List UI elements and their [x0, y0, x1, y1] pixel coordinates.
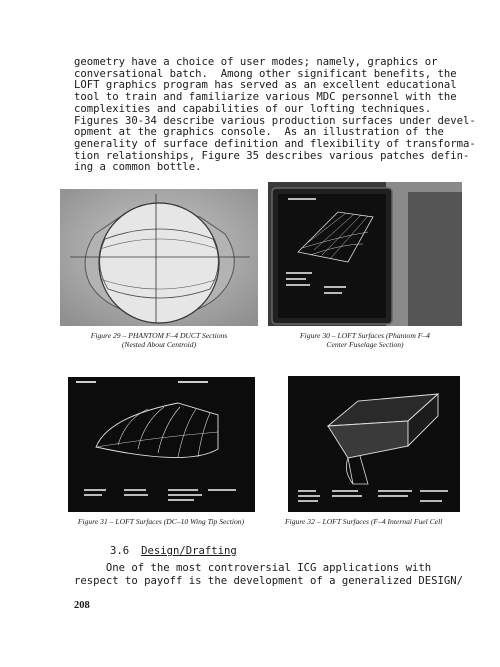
section-heading — [110, 545, 237, 557]
text-line: LOFT graphics program has served as an excellent educational — [74, 79, 457, 92]
text-line: tool to train and familiarize various MDC personnel with the — [74, 91, 457, 104]
caption-line: (Nested About Centroid) — [121, 340, 197, 349]
body-paragraph — [74, 562, 474, 587]
caption-line: Center Fuselage Section) — [326, 340, 404, 349]
section-title: Design/Drafting — [141, 545, 237, 557]
figure-29-caption — [60, 331, 258, 349]
text-line: tion relationships, Figure 35 describes various patches defin- — [74, 149, 470, 162]
figure-31-photo — [68, 377, 255, 512]
text-line: complexities and capabilities of our lofting techniques. — [74, 102, 432, 115]
page-number: 208 — [74, 600, 90, 611]
text-line: One of the most controversial ICG applications with — [74, 562, 432, 574]
caption-line: Figure 31 – LOFT Surfaces (DC–10 Wing Tip Section) — [77, 517, 245, 526]
intro-paragraph — [74, 56, 476, 174]
figure-30-photo — [268, 182, 462, 326]
text-line: respect to payoff is the development of a generalized DESIGN/ — [74, 574, 464, 587]
figure-32-photo — [288, 376, 460, 512]
text-line: generality of surface definition and flexibility of transforma- — [74, 137, 476, 150]
text-line: conversational batch. Among other significant benefits, the — [74, 67, 457, 80]
figure-30-caption — [268, 331, 462, 349]
text-line: geometry have a choice of user modes; namely, graphics or — [74, 56, 438, 68]
caption-line: Figure 29 – PHANTOM F–4 DUCT Sections — [90, 331, 228, 340]
text-line: Figures 30-34 describe various production surfaces under devel- — [74, 114, 476, 127]
figure-31-caption — [56, 517, 266, 526]
section-number: 3.6 — [110, 545, 130, 557]
caption-line: Figure 30 – LOFT Surfaces (Phantom F–4 — [300, 331, 430, 340]
text-line: opment at the graphics console. As an illustration of the — [74, 126, 444, 139]
caption-line: Figure 32 – LOFT Surfaces (F–4 Internal Fuel Cell — [285, 517, 443, 526]
figure-29-photo — [60, 189, 258, 326]
figure-32-caption — [285, 517, 465, 526]
text-line: ing a common bottle. — [74, 161, 202, 174]
